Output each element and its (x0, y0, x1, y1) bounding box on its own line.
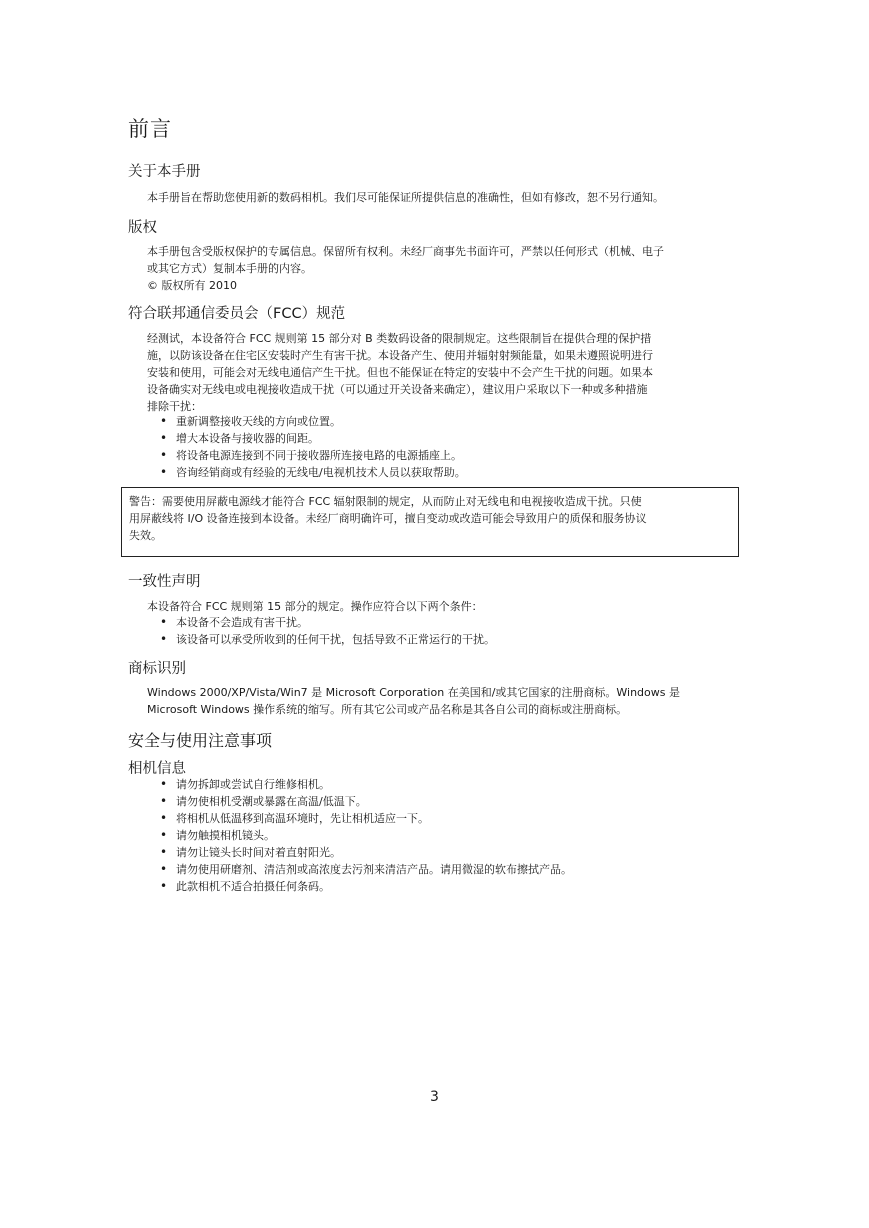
safety-heading: 安全与使用注意事项 (128, 731, 273, 750)
list-item: • 请勿触摸相机镜头。 (160, 827, 572, 844)
warning-line: 警告：需要使用屏蔽电源线才能符合 FCC 辐射限制的规定，从而防止对无线电和电视接收造成干扰。只使 (129, 495, 642, 508)
fcc-line: 排除干扰： (147, 400, 202, 413)
conformity-bullet-list (160, 614, 495, 648)
warning-line: 用屏蔽线将 I/O 设备连接到本设备。未经厂商明确许可，擅自变动或改造可能会导致用户的质保和服务协议 (129, 512, 647, 525)
list-item: • 本设备不会造成有害干扰。 (160, 614, 495, 631)
trademark-heading: 商标识别 (128, 661, 186, 677)
copyright-line: 或其它方式）复制本手册的内容。 (147, 262, 312, 275)
copyright-text (147, 243, 743, 294)
page-title: 前言 (128, 117, 172, 141)
fcc-line: 经测试，本设备符合 FCC 规则第 15 部分对 B 类数码设备的限制规定。这些限制旨在提供合理的保护措 (147, 332, 652, 345)
conformity-line: 本设备符合 FCC 规则第 15 部分的规定。操作应符合以下两个条件： (147, 600, 483, 613)
warning-line: 失效。 (129, 529, 162, 542)
fcc-heading: 符合联邦通信委员会（FCC）规范 (128, 306, 346, 322)
fcc-line: 设备确实对无线电或电视接收造成干扰（可以通过开关设备来确定），建议用户采取以下一种或多种措施 (147, 383, 648, 396)
list-item: • 将相机从低温移到高温环境时，先让相机适应一下。 (160, 810, 572, 827)
copyright-line: © 版权所有 2010 (147, 279, 237, 292)
list-item: • 重新调整接收天线的方向或位置。 (160, 413, 466, 430)
fcc-line: 安装和使用，可能会对无线电通信产生干扰。但也不能保证在特定的安装中不会产生干扰的问题。如果本 (147, 366, 653, 379)
conformity-heading: 一致性声明 (128, 574, 201, 590)
list-item: • 请勿拆卸或尝试自行维修相机。 (160, 776, 572, 793)
list-item: • 增大本设备与接收器的间距。 (160, 430, 466, 447)
fcc-text (147, 330, 743, 415)
list-item: • 咨询经销商或有经验的无线电/电视机技术人员以获取帮助。 (160, 464, 466, 481)
trademark-line: Microsoft Windows 操作系统的缩写。所有其它公司或产品名称是其各自公司的商标或注册商标。 (147, 703, 628, 716)
trademark-text (147, 684, 743, 718)
camera-info-bullet-list (160, 776, 572, 895)
list-item: • 请勿使相机受潮或暴露在高温/低温下。 (160, 793, 572, 810)
list-item: • 将设备电源连接到不同于接收器所连接电路的电源插座上。 (160, 447, 466, 464)
about-text (147, 189, 743, 206)
trademark-line: Windows 2000/XP/Vista/Win7 是 Microsoft Corporation 在美国和/或其它国家的注册商标。Windows 是 (147, 686, 680, 699)
conformity-text (147, 598, 743, 615)
fcc-bullet-list (160, 413, 466, 481)
about-text-line: 本手册旨在帮助您使用新的数码相机。我们尽可能保证所提供信息的准确性，但如有修改，恕不另行通知。 (147, 191, 664, 204)
warning-box (121, 487, 739, 557)
page-number: 3 (430, 1089, 439, 1105)
copyright-line: 本手册包含受版权保护的专属信息。保留所有权利。未经厂商事先书面许可，严禁以任何形式（机械、电子 (147, 245, 664, 258)
list-item: • 该设备可以承受所收到的任何干扰，包括导致不正常运行的干扰。 (160, 631, 495, 648)
list-item: • 此款相机不适合拍摄任何条码。 (160, 878, 572, 895)
fcc-line: 施，以防该设备在住宅区安装时产生有害干扰。本设备产生、使用并辐射射频能量，如果未遵照说明进行 (147, 349, 653, 362)
list-item: • 请勿让镜头长时间对着直射阳光。 (160, 844, 572, 861)
camera-info-heading: 相机信息 (128, 761, 186, 777)
list-item: • 请勿使用研磨剂、清洁剂或高浓度去污剂来清洁产品。请用微湿的软布擦拭产品。 (160, 861, 572, 878)
copyright-heading: 版权 (128, 220, 157, 236)
about-heading: 关于本手册 (128, 164, 201, 180)
